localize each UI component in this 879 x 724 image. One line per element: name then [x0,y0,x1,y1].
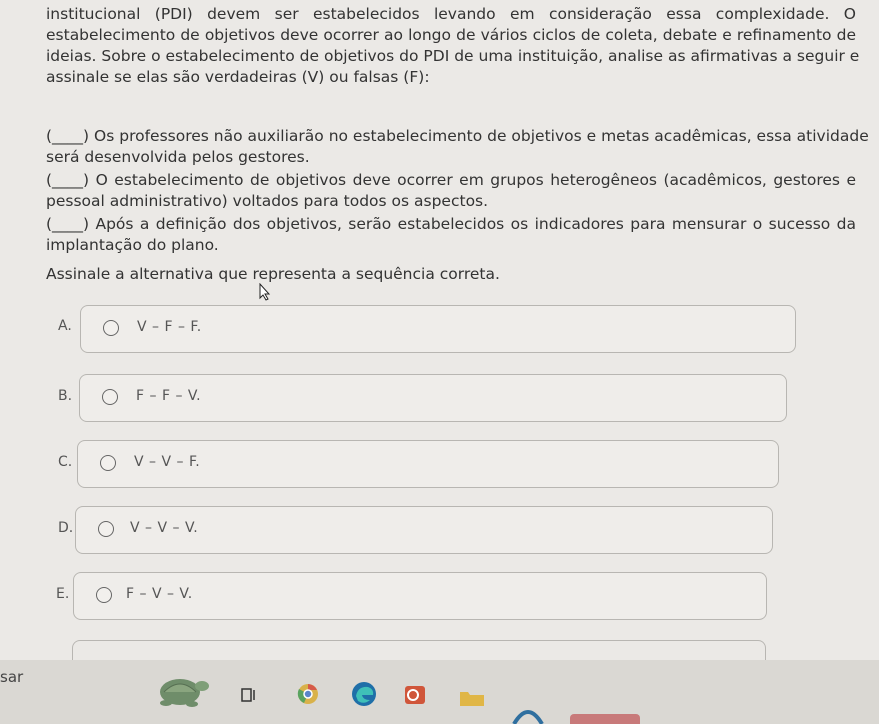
statement-line: será desenvolvida pelos gestores. [46,148,310,166]
next-card-edge [72,640,766,661]
mouse-cursor-icon [258,283,272,301]
option-a-letter: A. [58,318,72,334]
statement-line: (____) O estabelecimento de objetivos deve ocorrer em grupos heterogêneos (acadêmicos, gestores e [46,171,856,189]
option-c-radio[interactable] [100,455,116,471]
statement-2 [46,170,856,212]
option-e-radio[interactable] [96,587,112,603]
option-a-radio[interactable] [103,320,119,336]
option-b[interactable] [79,374,787,422]
intro-line: estabelecimento de objetivos deve ocorrer ao longo de vários ciclos de coleta, debate e refinamento de [46,26,856,44]
option-a[interactable] [80,305,796,353]
instruction [46,264,856,285]
task-view-icon[interactable] [240,686,258,704]
intro-line: assinale se elas são verdadeiras (V) ou falsas (F): [46,68,430,86]
office-icon[interactable] [402,682,428,708]
statement-1 [46,126,869,168]
option-c[interactable] [77,440,779,488]
search-box-fragment[interactable]: sar [0,668,24,686]
intro-line: institucional (PDI) devem ser estabelecidos levando em consideração essa complexidade. O [46,5,856,23]
statement-3 [46,214,856,256]
option-e-text: F – V – V. [126,586,193,602]
option-c-text: V – V – F. [134,454,201,470]
taskbar [0,660,879,724]
intro-line: ideias. Sobre o estabelecimento de objetivos do PDI de uma instituição, analise as afirmativas a seguir e [46,47,860,65]
statement-line: (____) Após a definição dos objetivos, serão estabelecidos os indicadores para mensurar o sucesso da [46,215,856,233]
turtle-weather-icon[interactable] [150,670,214,712]
option-b-radio[interactable] [102,389,118,405]
option-e-letter: E. [56,586,70,602]
option-d-radio[interactable] [98,521,114,537]
edge-icon[interactable] [350,680,378,708]
option-d-letter: D. [58,520,74,536]
folder-icon[interactable] [458,688,486,708]
question-intro [46,4,860,88]
option-b-text: F – F – V. [136,388,202,404]
instruction-text: Assinale a alternativa que representa a sequência correta. [46,265,500,283]
option-d-text: V – V – V. [130,520,199,536]
app-icon[interactable] [510,700,546,724]
statement-line: pessoal administrativo) voltados para todos os aspectos. [46,192,489,210]
option-e[interactable] [73,572,767,620]
option-d[interactable] [75,506,773,554]
option-a-text: V – F – F. [137,319,202,335]
option-c-letter: C. [58,454,73,470]
statement-line: implantação do plano. [46,236,219,254]
taskbar-app-preview[interactable] [570,714,640,724]
chrome-icon[interactable] [296,682,320,706]
option-b-letter: B. [58,388,73,404]
statement-line: (____) Os professores não auxiliarão no estabelecimento de objetivos e metas acadêmicas, essa atividade [46,127,869,145]
